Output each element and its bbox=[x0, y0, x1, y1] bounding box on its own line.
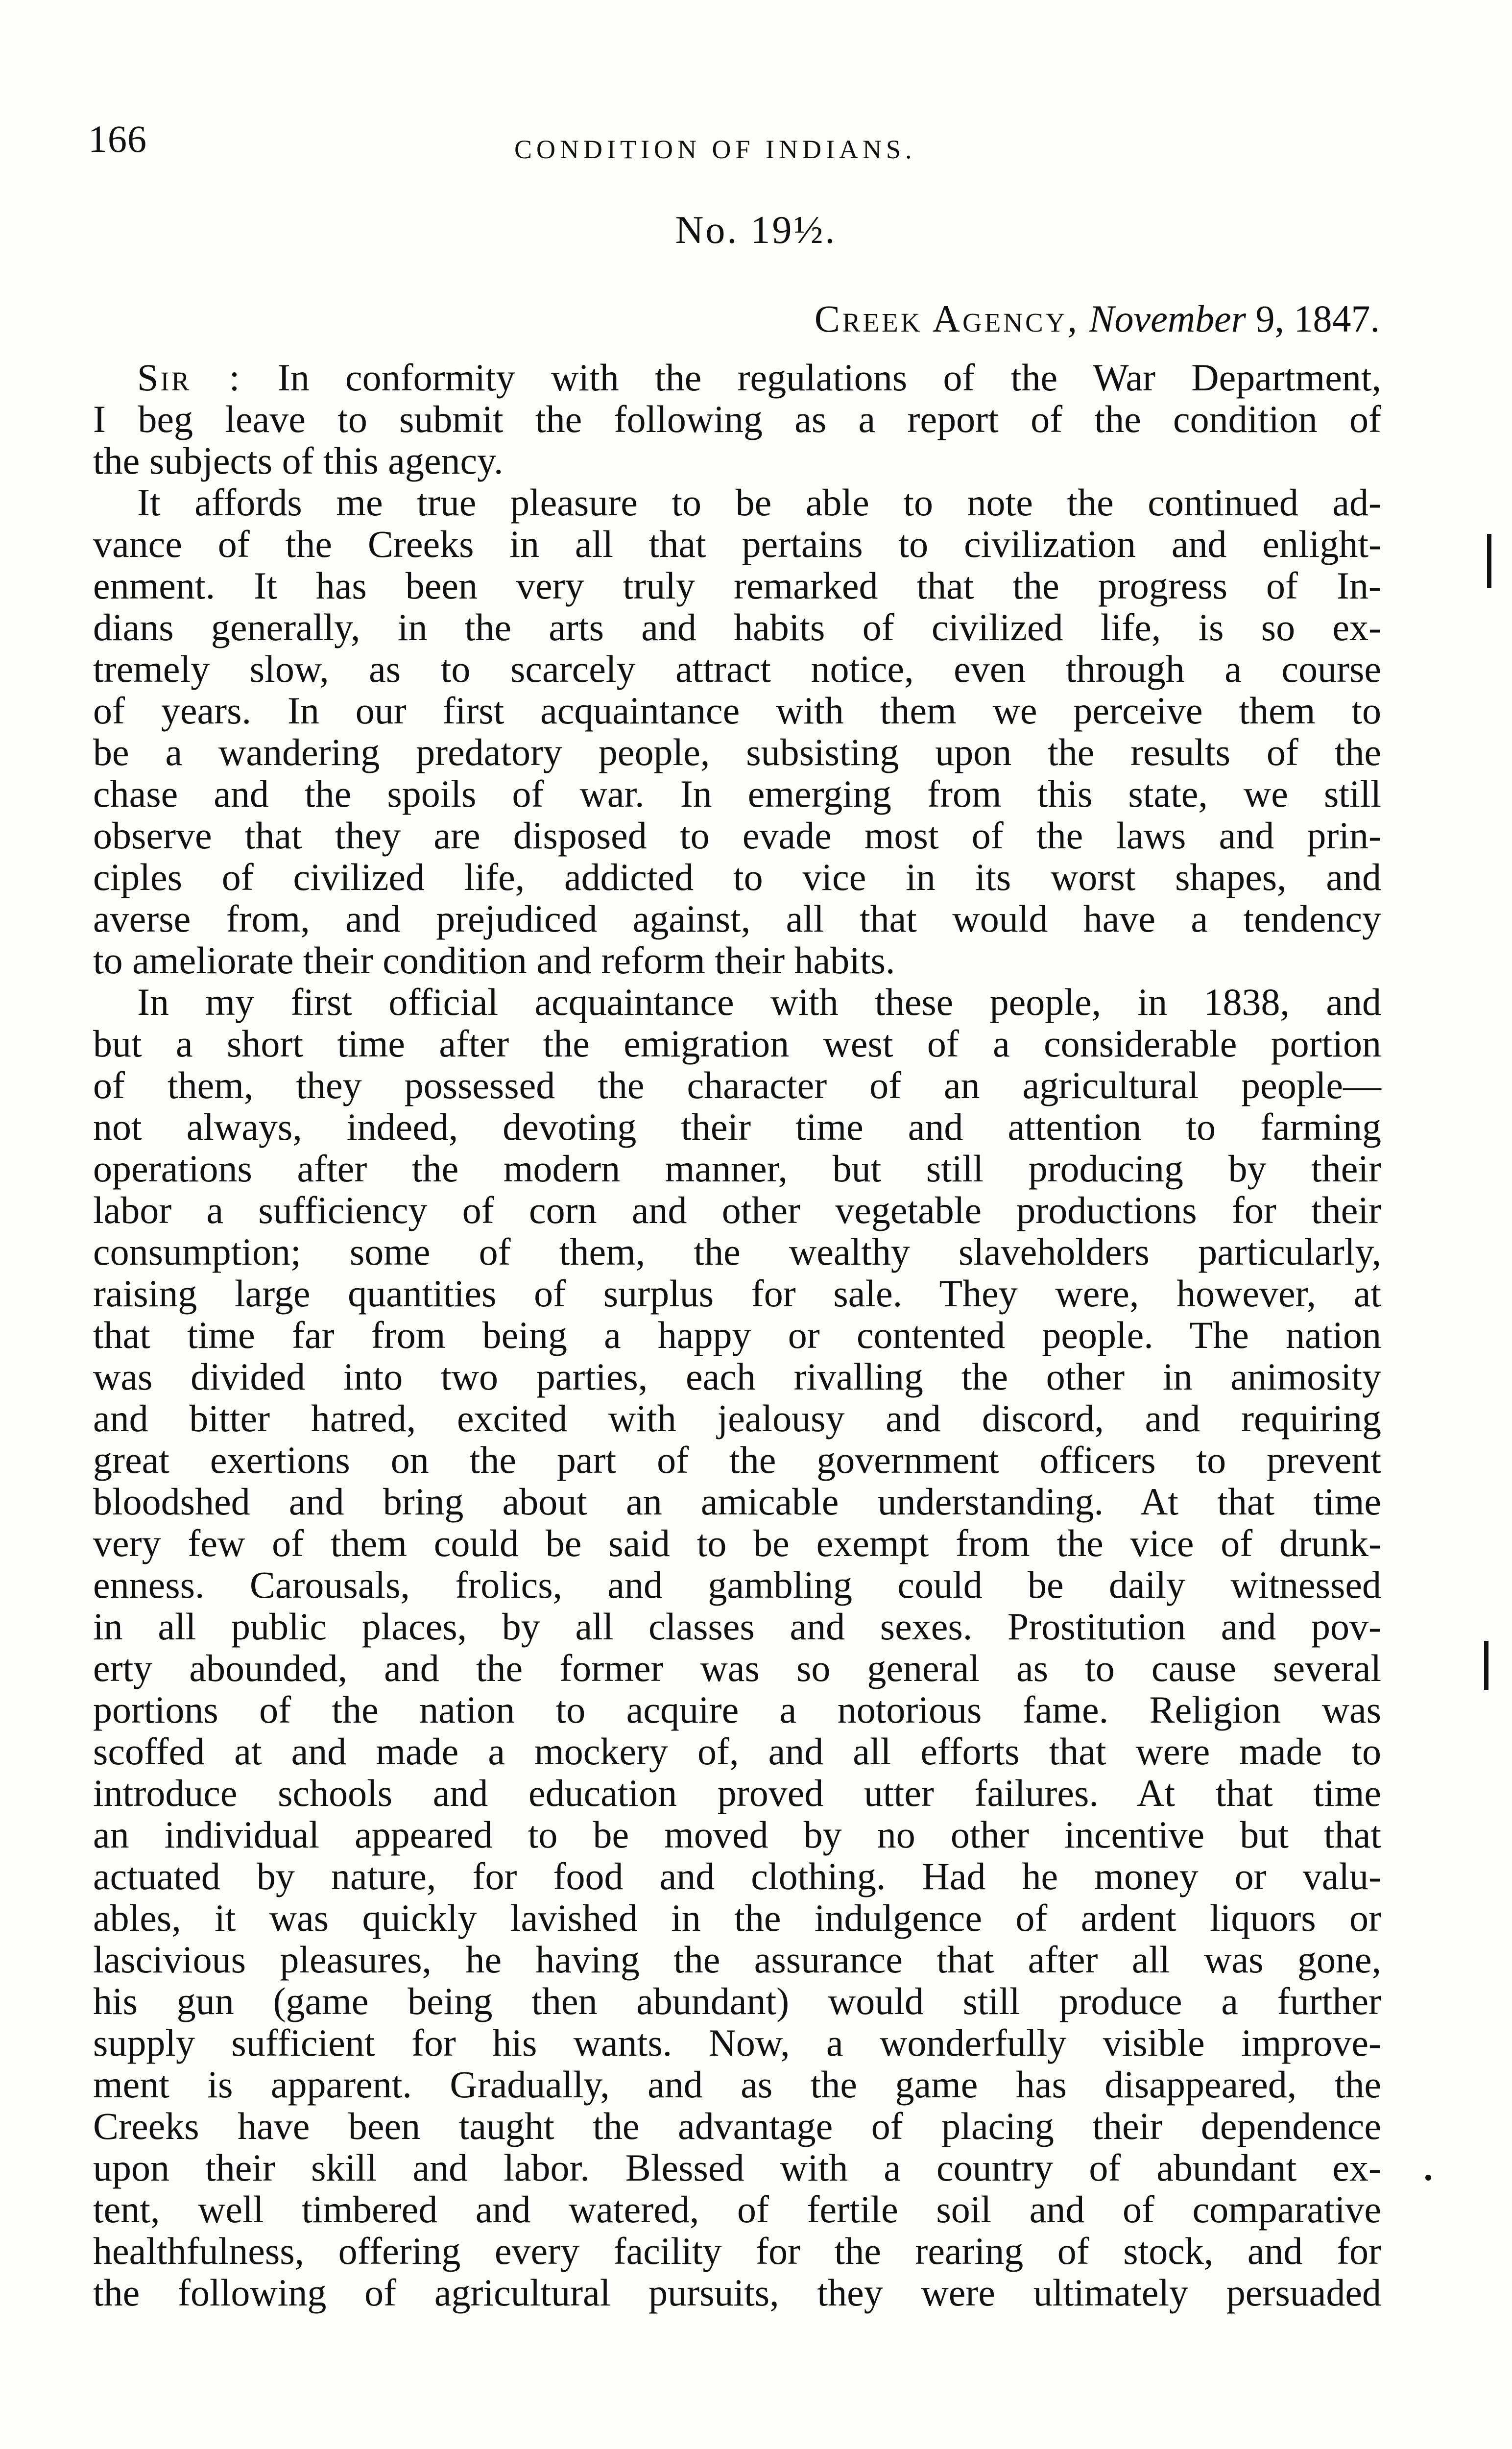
text-line: consumption; some of them, the wealthy slaveholders particularly, bbox=[93, 1230, 1381, 1273]
text-line: tent, well timbered and watered, of fertile soil and of comparative bbox=[93, 2188, 1381, 2231]
text-line: lascivious pleasures, he having the assurance that after all was gone, bbox=[93, 1938, 1381, 1981]
text-line: portions of the nation to acquire a notorious fame. Religion was bbox=[93, 1688, 1381, 1731]
text-line: labor a sufficiency of corn and other vegetable productions for their bbox=[93, 1189, 1381, 1231]
text-line: in all public places, by all classes and sexes. Prostitution and pov- bbox=[93, 1605, 1381, 1648]
text-line: raising large quantities of surplus for sale. They were, however, at bbox=[93, 1272, 1381, 1315]
text-line: ables, it was quickly lavished in the indulgence of ardent liquors or bbox=[93, 1897, 1381, 1939]
running-title: CONDITION OF INDIANS. bbox=[514, 135, 916, 164]
dateline-day-year: 9, 1847. bbox=[1255, 297, 1380, 340]
text-line: not always, indeed, devoting their time and attention to farming bbox=[93, 1105, 1381, 1148]
text-line: healthfulness, offering every facility for the rearing of stock, and for bbox=[93, 2230, 1381, 2272]
text-line: upon their skill and labor. Blessed with a country of abundant ex- bbox=[93, 2146, 1381, 2189]
text-line: tremely slow, as to scarcely attract notice, even through a course bbox=[93, 648, 1381, 690]
text-line: bloodshed and bring about an amicable understanding. At that time bbox=[93, 1480, 1381, 1523]
text-line: It affords me true pleasure to be able to note the continued ad- bbox=[137, 481, 1381, 524]
dateline-place: Creek Agency, bbox=[814, 297, 1080, 340]
page-number: 166 bbox=[88, 118, 147, 160]
text-line: chase and the spoils of war. In emerging from this state, we still bbox=[93, 772, 1381, 815]
text-line: vance of the Creeks in all that pertains to civilization and enlight- bbox=[93, 523, 1381, 565]
text-line: averse from, and prejudiced against, all that would have a tendency bbox=[93, 897, 1381, 940]
text-line: be a wandering predatory people, subsisting upon the results of the bbox=[93, 731, 1381, 773]
text-line: enment. It has been very truly remarked that the progress of In- bbox=[93, 564, 1381, 607]
text-line: of them, they possessed the character of an agricultural people— bbox=[93, 1064, 1381, 1106]
text-line: Sir : In conformity with the regulations of the War Department, bbox=[137, 356, 1381, 399]
text-line: actuated by nature, for food and clothing. Had he money or valu- bbox=[93, 1855, 1381, 1897]
text-line: great exertions on the part of the government officers to prevent bbox=[93, 1439, 1381, 1481]
text-line: operations after the modern manner, but still producing by their bbox=[93, 1147, 1381, 1190]
report-body bbox=[93, 357, 1381, 2313]
text-line: ment is apparent. Gradually, and as the game has disappeared, the bbox=[93, 2063, 1381, 2106]
text-line: In my first official acquaintance with these people, in 1838, and bbox=[137, 981, 1381, 1023]
dateline-month: November bbox=[1089, 297, 1246, 340]
salutation: Sir : bbox=[137, 356, 242, 399]
text-line: was divided into two parties, each rivalling the other in animosity bbox=[93, 1355, 1381, 1398]
text-line: that time far from being a happy or contented people. The nation bbox=[93, 1314, 1381, 1356]
text-line: observe that they are disposed to evade most of the laws and prin- bbox=[93, 814, 1381, 857]
text-line: erty abounded, and the former was so general as to cause several bbox=[93, 1647, 1381, 1689]
text-line: of years. In our first acquaintance with them we perceive them to bbox=[93, 689, 1381, 732]
text-line: the following of agricultural pursuits, they were ultimately persuaded bbox=[93, 2271, 1381, 2314]
text-line: I beg leave to submit the following as a report of the condition of bbox=[93, 398, 1381, 440]
text-line: an individual appeared to be moved by no other incentive but that bbox=[93, 1813, 1381, 1856]
text-line: the subjects of this agency. bbox=[93, 439, 504, 482]
dateline bbox=[0, 297, 1380, 340]
margin-mark bbox=[1487, 534, 1491, 588]
text-line: ciples of civilized life, addicted to vice in its worst shapes, and bbox=[93, 856, 1381, 898]
text-line: enness. Carousals, frolics, and gambling could be daily witnessed bbox=[93, 1563, 1381, 1606]
text-line: supply sufficient for his wants. Now, a wonderfully visible improve- bbox=[93, 2021, 1381, 2064]
text-line: and bitter hatred, excited with jealousy and discord, and requiring bbox=[93, 1397, 1381, 1440]
margin-mark bbox=[1484, 1641, 1488, 1690]
text-line: dians generally, in the arts and habits of civilized life, is so ex- bbox=[93, 606, 1381, 648]
text-line: but a short time after the emigration west of a considerable portion bbox=[93, 1022, 1381, 1065]
text-line: very few of them could be said to be exempt from the vice of drunk- bbox=[93, 1522, 1381, 1564]
text-line: his gun (game being then abundant) would still produce a further bbox=[93, 1980, 1381, 2022]
text-line: introduce schools and education proved utter failures. At that time bbox=[93, 1772, 1381, 1814]
margin-dot bbox=[1425, 2175, 1431, 2181]
text-line: to ameliorate their condition and reform their habits. bbox=[93, 939, 895, 982]
text-line: Creeks have been taught the advantage of placing their dependence bbox=[93, 2105, 1381, 2147]
text-line: scoffed at and made a mockery of, and all efforts that were made to bbox=[93, 1730, 1381, 1773]
document-number: No. 19½. bbox=[675, 209, 837, 252]
